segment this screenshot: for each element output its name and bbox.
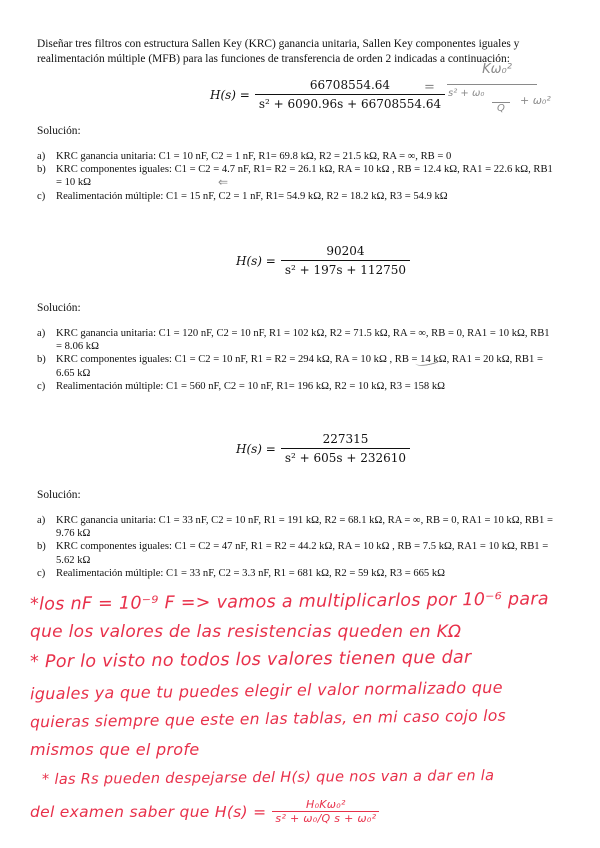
item-label: c) <box>37 380 46 392</box>
list-item <box>37 567 557 580</box>
solution-list-2 <box>37 327 557 393</box>
list-item <box>37 353 557 379</box>
pencil-numerator: Kω₀² <box>482 62 512 77</box>
denominator: s² + 197s + 112750 <box>281 260 410 277</box>
fraction <box>255 78 445 111</box>
solution-label-3: Solución: <box>37 489 81 501</box>
item-text: KRC componentes iguales: C1 = C2 = 47 nF, R1 = R2 = 44.2 kΩ, RA = 10 kΩ , RB = 7.5 kΩ, RA1 = 10 kΩ, RB1 = 5.62 kΩ <box>56 541 549 566</box>
handwritten-line-6: mismos que el profe <box>30 740 200 759</box>
item-label: b) <box>37 354 46 366</box>
item-text: KRC componentes iguales: C1 = C2 = 10 nF, R1 = R2 = 294 kΩ, RA = 10 kΩ , RB = 14 kΩ, RA1 = 20 kΩ, RB1 = 6.65 kΩ <box>56 354 543 379</box>
handwritten-line-5: quieras siempre que este en las tablas, en mi caso cojo los <box>29 706 507 732</box>
handwritten-line-2: que los valores de las resistencias queden en KΩ <box>30 622 462 642</box>
handwritten-line-8 <box>30 798 379 825</box>
list-item <box>37 163 557 189</box>
handwritten-denominator: s² + ω₀/Q s + ω₀² <box>272 811 379 825</box>
item-text: KRC ganancia unitaria: C1 = 120 nF, C2 = 10 nF, R1 = 102 kΩ, R2 = 71.5 kΩ, RA = ∞, RB = 0, RA1 = 10 kΩ, RB1 = 8.06 kΩ <box>56 328 550 353</box>
solution-label-1: Solución: <box>37 125 81 137</box>
item-text: Realimentación múltiple: C1 = 33 nF, C2 = 3.3 nF, R1 = 681 kΩ, R2 = 59 kΩ, R3 = 665 kΩ <box>56 567 446 579</box>
denominator: s² + 605s + 232610 <box>281 448 410 465</box>
item-label: a) <box>37 328 46 339</box>
pencil-equals: = <box>424 80 435 95</box>
numerator: 90204 <box>326 244 365 258</box>
handwritten-line-4: iguales ya que tu puedes elegir el valor normalizado que <box>29 677 503 704</box>
handwritten-line-8-prefix: del examen saber que H(s) = <box>30 802 267 821</box>
numerator: 66708554.64 <box>309 78 391 92</box>
item-label: a) <box>37 151 46 162</box>
item-label: c) <box>37 567 46 579</box>
handwritten-numerator: H₀Kω₀² <box>306 798 346 811</box>
hs-label: H(s) = <box>236 253 276 268</box>
transfer-function-1 <box>210 78 445 111</box>
pencil-arrow-icon: ⇐ <box>218 175 229 189</box>
item-label: c) <box>37 190 46 202</box>
list-item <box>37 327 557 353</box>
hs-label: H(s) = <box>236 441 276 456</box>
numerator: 227315 <box>322 432 369 446</box>
intro-paragraph: Diseñar tres filtros con estructura Sallen Key (KRC) ganancia unitaria, Sallen Key componentes iguales y realimentación múltiple (MFB) para las funciones de transferencia de orden 2 indicadas a continuación: <box>37 38 520 65</box>
item-label: b) <box>37 541 46 553</box>
pencil-den-left: s² + ω₀ <box>448 88 485 99</box>
item-text: KRC ganancia unitaria: C1 = 33 nF, C2 = 10 nF, R1 = 191 kΩ, R2 = 68.1 kΩ, RA = ∞, RB = 0, RA1 = 10 kΩ, RB1 = 9.76 kΩ <box>56 515 553 540</box>
list-item <box>37 514 557 540</box>
item-text: KRC componentes iguales: C1 = C2 = 4.7 nF, R1= R2 = 26.1 kΩ, RA = 10 kΩ , RB = 12.4 kΩ, RA1 = 22.6 kΩ, RB1 = 10 kΩ <box>56 164 553 189</box>
item-label: b) <box>37 164 46 176</box>
item-text: Realimentación múltiple: C1 = 15 nF, C2 = 1 nF, R1= 54.9 kΩ, R2 = 18.2 kΩ, R3 = 54.9 kΩ <box>56 190 448 202</box>
item-label: a) <box>37 515 46 526</box>
item-text: Realimentación múltiple: C1 = 560 nF, C2 = 10 nF, R1= 196 kΩ, R2 = 10 kΩ, R3 = 158 kΩ <box>56 380 446 392</box>
list-item <box>37 190 557 203</box>
pencil-den-q: Q <box>497 103 505 114</box>
hs-label: H(s) = <box>210 87 250 102</box>
solution-list-1 <box>37 150 557 203</box>
list-item <box>37 150 557 163</box>
item-text: KRC ganancia unitaria: C1 = 10 nF, C2 = 1 nF, R1= 69.8 kΩ, R2 = 21.5 kΩ, RA = ∞, RB = 0 <box>56 151 452 162</box>
handwritten-line-3: * Por lo visto no todos los valores tienen que dar <box>29 647 472 673</box>
solution-label-2: Solución: <box>37 302 81 314</box>
list-item <box>37 380 557 393</box>
solution-list-3 <box>37 514 557 580</box>
pencil-fraction-bar <box>447 84 537 85</box>
handwritten-fraction <box>272 798 379 825</box>
fraction <box>281 432 410 465</box>
fraction <box>281 244 410 277</box>
list-item <box>37 540 557 566</box>
denominator: s² + 6090.96s + 66708554.64 <box>255 94 445 111</box>
transfer-function-3 <box>236 432 410 465</box>
transfer-function-2 <box>236 244 410 277</box>
handwritten-line-7: * las Rs pueden despejarse del H(s) que nos van a dar en la <box>41 768 495 788</box>
pencil-den-right: + ω₀² <box>520 94 551 107</box>
handwritten-line-1: *los nF = 10⁻⁹ F => vamos a multiplicarlos por 10⁻⁶ para <box>29 589 549 615</box>
